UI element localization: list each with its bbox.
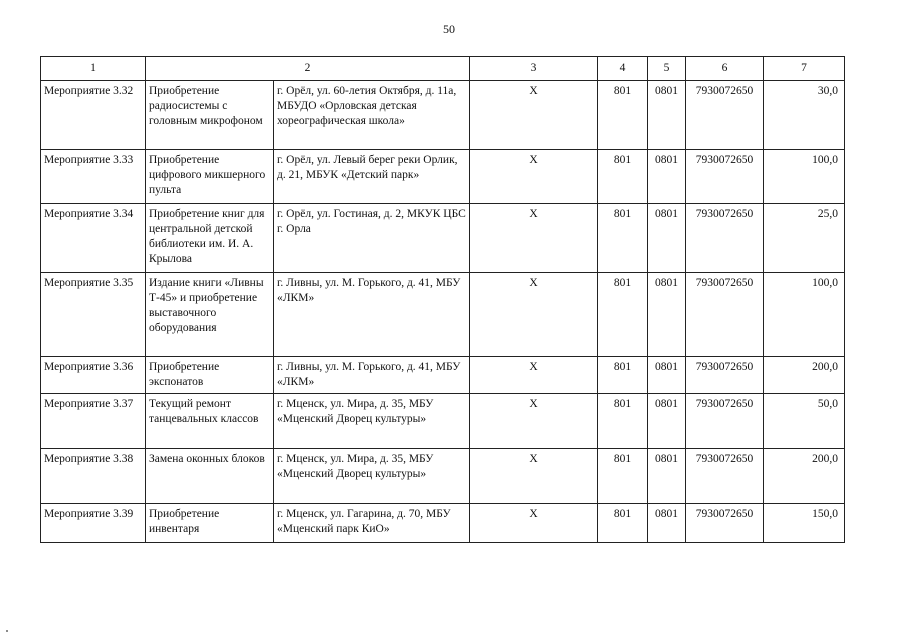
table-row (41, 150, 845, 204)
address-cell: г. Мценск, ул. Мира, д. 35, МБУ «Мценский Дворец культуры» (274, 449, 470, 504)
code4-cell: 801 (598, 449, 648, 504)
header-col-5: 5 (648, 57, 686, 81)
table-row (41, 504, 845, 543)
amount-cell: 200,0 (764, 449, 845, 504)
code5-cell: 0801 (648, 81, 686, 150)
mark-cell: X (470, 204, 598, 273)
code5-cell: 0801 (648, 150, 686, 204)
code6-cell: 7930072650 (686, 394, 764, 449)
address-cell: г. Орёл, ул. Гостиная, д. 2, МКУК ЦБС г. Орла (274, 204, 470, 273)
table-row (41, 204, 845, 273)
code6-cell: 7930072650 (686, 504, 764, 543)
name-cell: Текущий ремонт танцевальных классов (146, 394, 274, 449)
code5-cell: 0801 (648, 449, 686, 504)
code5-cell: 0801 (648, 357, 686, 394)
code6-cell: 7930072650 (686, 150, 764, 204)
code4-cell: 801 (598, 150, 648, 204)
address-cell: г. Орёл, ул. 60-летия Октября, д. 11а, МБУДО «Орловская детская хореографическая школа» (274, 81, 470, 150)
code4-cell: 801 (598, 357, 648, 394)
address-cell: г. Мценск, ул. Гагарина, д. 70, МБУ «Мценский парк КиО» (274, 504, 470, 543)
mark-cell: X (470, 449, 598, 504)
mark-cell: X (470, 81, 598, 150)
page-number: 50 (443, 22, 455, 36)
header-col-2: 2 (146, 57, 470, 81)
header-col-4: 4 (598, 57, 648, 81)
header-col-1: 1 (41, 57, 146, 81)
code6-cell: 7930072650 (686, 273, 764, 357)
budget-table (40, 56, 845, 543)
name-cell: Приобретение книг для центральной детской библиотеки им. И. А. Крылова (146, 204, 274, 273)
name-cell: Замена оконных блоков (146, 449, 274, 504)
mark-cell: X (470, 273, 598, 357)
table-row (41, 394, 845, 449)
address-cell: г. Мценск, ул. Мира, д. 35, МБУ «Мценский Дворец культуры» (274, 394, 470, 449)
header-row (41, 57, 845, 81)
mark-cell: X (470, 394, 598, 449)
amount-cell: 25,0 (764, 204, 845, 273)
name-cell: Издание книги «Ливны Т-45» и приобретение выставочного оборудования (146, 273, 274, 357)
amount-cell: 100,0 (764, 273, 845, 357)
address-cell: г. Ливны, ул. М. Горького, д. 41, МБУ «ЛКМ» (274, 357, 470, 394)
event-cell: Мероприятие 3.33 (41, 150, 146, 204)
name-cell: Приобретение радиосистемы с головным микрофоном (146, 81, 274, 150)
code4-cell: 801 (598, 394, 648, 449)
event-cell: Мероприятие 3.35 (41, 273, 146, 357)
code6-cell: 7930072650 (686, 204, 764, 273)
header-col-6: 6 (686, 57, 764, 81)
name-cell: Приобретение инвентаря (146, 504, 274, 543)
amount-cell: 30,0 (764, 81, 845, 150)
code4-cell: 801 (598, 204, 648, 273)
event-cell: Мероприятие 3.34 (41, 204, 146, 273)
name-cell: Приобретение экспонатов (146, 357, 274, 394)
code6-cell: 7930072650 (686, 357, 764, 394)
header-col-7: 7 (764, 57, 845, 81)
event-cell: Мероприятие 3.37 (41, 394, 146, 449)
table-row (41, 81, 845, 150)
name-cell: Приобретение цифрового микшерного пульта (146, 150, 274, 204)
address-cell: г. Орёл, ул. Левый берег реки Орлик, д. 21, МБУК «Детский парк» (274, 150, 470, 204)
event-cell: Мероприятие 3.38 (41, 449, 146, 504)
table-row (41, 449, 845, 504)
code4-cell: 801 (598, 273, 648, 357)
table-row (41, 357, 845, 394)
code5-cell: 0801 (648, 504, 686, 543)
mark-cell: X (470, 504, 598, 543)
code5-cell: 0801 (648, 273, 686, 357)
table-row (41, 273, 845, 357)
mark-cell: X (470, 150, 598, 204)
amount-cell: 150,0 (764, 504, 845, 543)
header-col-3: 3 (470, 57, 598, 81)
code5-cell: 0801 (648, 394, 686, 449)
event-cell: Мероприятие 3.36 (41, 357, 146, 394)
scan-speck (6, 630, 8, 632)
address-cell: г. Ливны, ул. М. Горького, д. 41, МБУ «ЛКМ» (274, 273, 470, 357)
amount-cell: 100,0 (764, 150, 845, 204)
mark-cell: X (470, 357, 598, 394)
code6-cell: 7930072650 (686, 449, 764, 504)
code4-cell: 801 (598, 81, 648, 150)
amount-cell: 200,0 (764, 357, 845, 394)
amount-cell: 50,0 (764, 394, 845, 449)
code4-cell: 801 (598, 504, 648, 543)
code5-cell: 0801 (648, 204, 686, 273)
code6-cell: 7930072650 (686, 81, 764, 150)
event-cell: Мероприятие 3.39 (41, 504, 146, 543)
event-cell: Мероприятие 3.32 (41, 81, 146, 150)
